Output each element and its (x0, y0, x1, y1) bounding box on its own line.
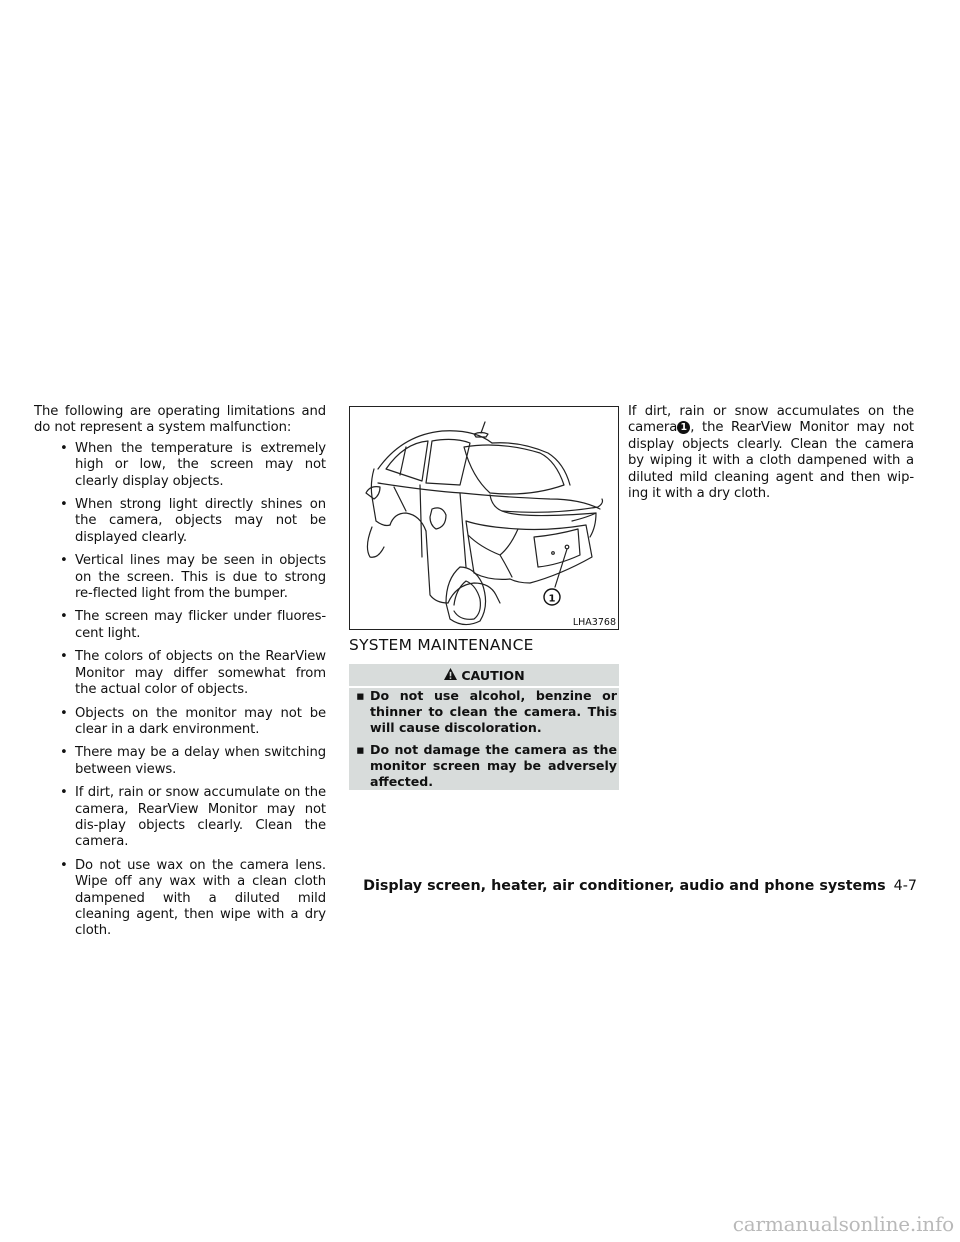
list-item (34, 609, 326, 642)
limitations-list (34, 441, 326, 940)
caution-marker: ▪ (356, 688, 365, 703)
caution-item-text: Do not damage the camera as the monitor screen may be adversely affected. (370, 742, 617, 789)
footer-chapter-title: Display screen, heater, air conditioner, audio and phone systems (363, 878, 886, 894)
page-footer (0, 878, 917, 894)
maintenance-text-start: If dirt, rain or snow accumulates on the camera (628, 404, 914, 436)
limitations-column (34, 404, 326, 947)
list-item (34, 745, 326, 778)
bullet-marker: • (60, 705, 68, 721)
warning-icon (443, 666, 458, 685)
watermark: carmanualsonline.info (732, 1212, 954, 1236)
caution-title: CAUTION (461, 667, 525, 683)
section-heading: SYSTEM MAINTENANCE (349, 636, 534, 654)
caution-marker: ▪ (356, 742, 365, 757)
list-item (34, 497, 326, 546)
bullet-marker: • (60, 649, 68, 665)
caution-item (355, 688, 617, 736)
list-item-text: The screen may flicker under fluores-cent light. (75, 609, 326, 641)
list-item (34, 858, 326, 940)
caution-header (349, 664, 619, 688)
callout-number-badge: 1 (677, 421, 690, 434)
caution-item (355, 742, 617, 790)
list-item (34, 785, 326, 851)
car-rear-illustration (350, 407, 618, 629)
bullet-marker: • (60, 440, 68, 456)
bullet-marker: • (60, 785, 68, 801)
caution-item-text: Do not use alcohol, benzine or thinner to clean the camera. This will cause discoloration. (370, 688, 617, 735)
maintenance-paragraph (628, 404, 914, 502)
list-item (34, 553, 326, 602)
list-item-text: If dirt, rain or snow accumulate on the camera, RearView Monitor may not dis-play objects clearly. Clean the camera. (75, 785, 326, 850)
caution-box (349, 664, 619, 790)
list-item-text: Do not use wax on the camera lens. Wipe off any wax with a clean cloth dampened with a diluted mild cleaning agent, then wipe with a dry cloth. (75, 857, 326, 939)
list-item-text: The colors of objects on the RearView Monitor may differ somewhat from the actual color of objects. (75, 649, 326, 698)
list-item (34, 706, 326, 739)
intro-paragraph: The following are operating limitations and do not represent a system malfunction: (34, 404, 326, 436)
figure-label: LHA3768 (572, 617, 616, 628)
bullet-marker: • (60, 609, 68, 625)
bullet-marker: • (60, 857, 68, 873)
bullet-marker: • (60, 553, 68, 569)
caution-list (355, 688, 617, 796)
list-item-text: When strong light directly shines on the camera, objects may not be displayed clearly. (75, 497, 326, 545)
list-item (34, 441, 326, 490)
figure-callout-number: 1 (548, 593, 556, 605)
maintenance-text-end: , the RearView Monitor may not display objects clearly. Clean the camera by wiping it with a cloth dampened with a diluted mild cleaning agent and then wip-ing it with a dry cloth. (628, 420, 914, 502)
rear-camera-figure (349, 406, 619, 630)
list-item-text: Objects on the monitor may not be clear in a dark environment. (75, 705, 326, 737)
bullet-marker: • (60, 745, 68, 761)
list-item-text: Vertical lines may be seen in objects on the screen. This is due to strong re-flected light from the bumper. (75, 553, 326, 602)
list-item (34, 649, 326, 698)
list-item-text: When the temperature is extremely high or low, the screen may not clearly display objects. (75, 440, 326, 489)
bullet-marker: • (60, 497, 68, 513)
page-number: 4-7 (893, 878, 917, 894)
list-item-text: There may be a delay when switching between views. (75, 745, 326, 777)
